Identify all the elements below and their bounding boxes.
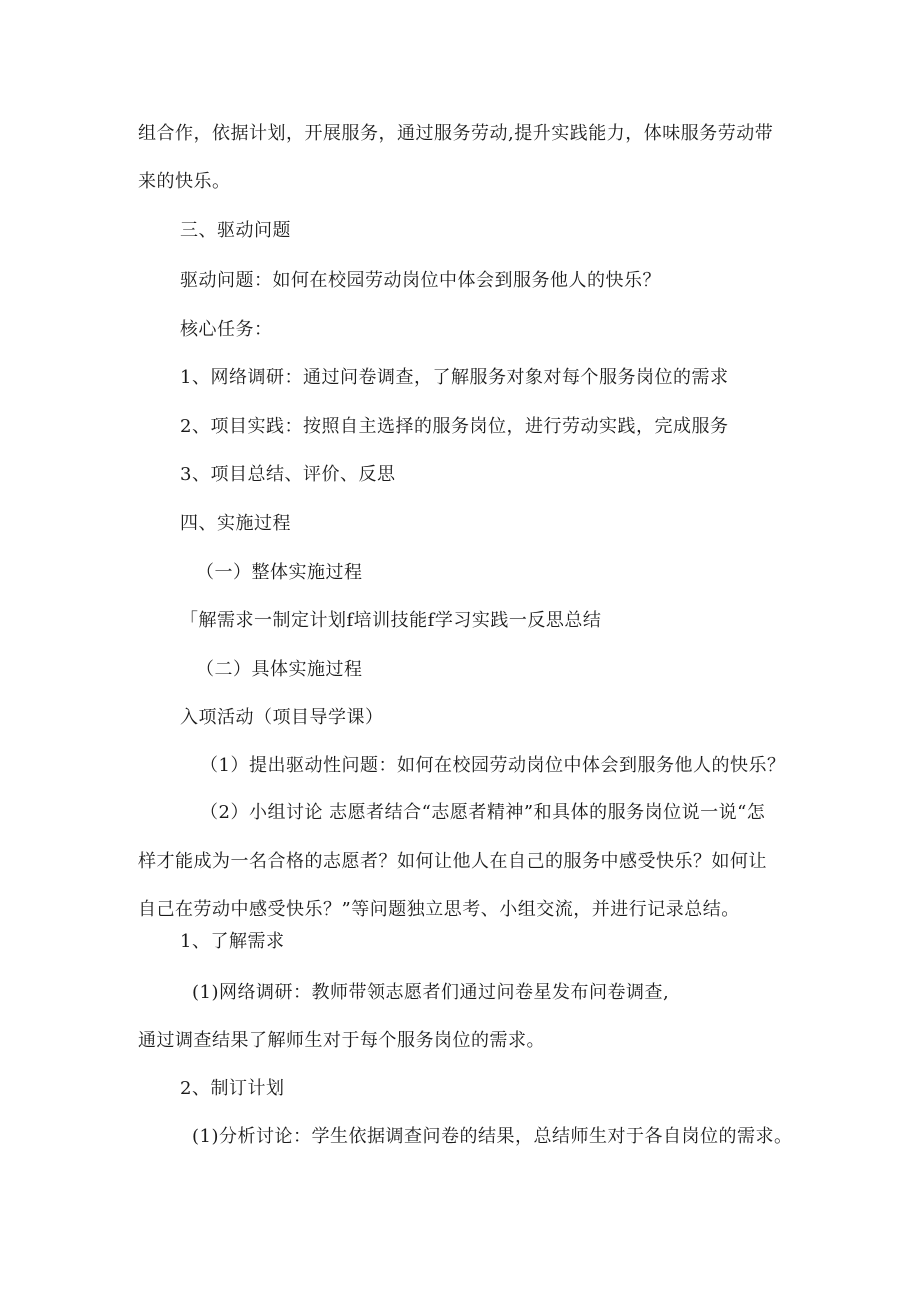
section-heading-4: 四、实施过程 (180, 513, 291, 534)
task-item-3: 3、项目总结、评价、反思 (180, 464, 396, 485)
activity-step-1: （1）提出驱动性问题：如何在校园劳动岗位中体会到服务他人的快乐？ (200, 755, 786, 776)
process-flow: 「解需求一制定计划f培训技能f学习实践一反思总结 (180, 610, 602, 631)
paragraph-line-2: 来的快乐。 (138, 171, 231, 192)
activity-step-2-cont-2: 自己在劳动中感受快乐？”等问题独立思考、小组交流，并进行记录总结。 (138, 899, 740, 920)
subsection-heading-2: （二）具体实施过程 (196, 659, 363, 680)
survey-paragraph-cont: 通过调查结果了解师生对于每个服务岗位的需求。 (138, 1030, 545, 1051)
task-item-2: 2、项目实践：按照自主选择的服务岗位，进行劳动实践，完成服务 (180, 416, 729, 437)
driving-question: 驱动问题：如何在校园劳动岗位中体会到服务他人的快乐？ (180, 270, 661, 291)
entry-activity-heading: 入项活动（项目导学课） (180, 707, 384, 728)
paragraph-line-1: 组合作，依据计划，开展服务，通过服务劳动,提升实践能力，体味服务劳动带 (138, 123, 774, 144)
core-tasks-label: 核心任务： (180, 319, 273, 340)
subsection-heading-1: （一）整体实施过程 (196, 562, 363, 583)
activity-step-2-cont-1: 样才能成为一名合格的志愿者？如何让他人在自己的服务中感受快乐？如何让 (138, 851, 767, 872)
activity-step-2: （2）小组讨论 志愿者结合“志愿者精神”和具体的服务岗位说一说“怎 (200, 802, 766, 823)
analysis-paragraph: (1)分析讨论：学生依据调查问卷的结果，总结师生对于各自岗位的需求。 (192, 1126, 793, 1147)
step-heading-understand-needs: 1、了解需求 (180, 931, 285, 952)
task-item-1: 1、网络调研：通过问卷调查，了解服务对象对每个服务岗位的需求 (180, 367, 729, 388)
step-heading-plan: 2、制订计划 (180, 1078, 285, 1099)
survey-paragraph: (1)网络调研：教师带领志愿者们通过问卷星发布问卷调查, (192, 982, 670, 1003)
section-heading-3: 三、驱动问题 (180, 220, 291, 241)
